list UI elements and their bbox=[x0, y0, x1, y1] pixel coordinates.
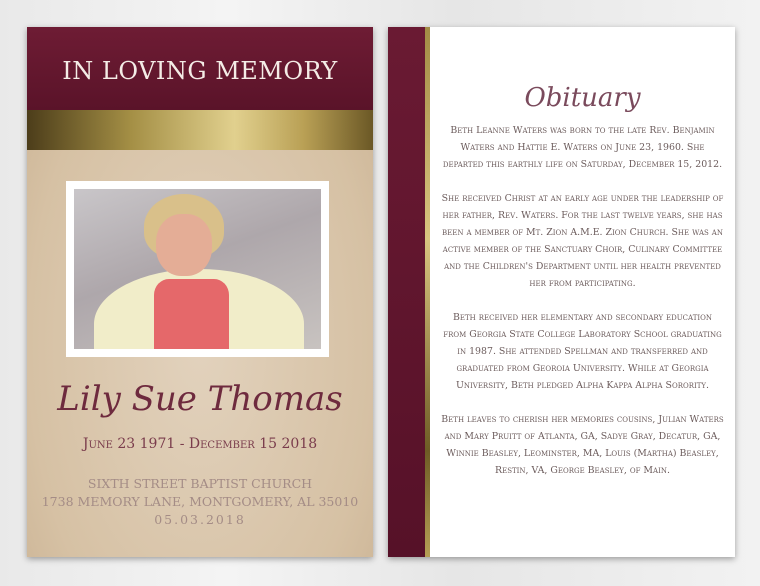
obituary-paragraph: Beth Leanne Waters was born to the late Rev. Benjamin Waters and Hattie E. Waters on June 23, 1960. She departed this earthly life on Saturday, December 15, 2012. bbox=[442, 125, 723, 170]
gold-band bbox=[27, 110, 373, 150]
photo-face bbox=[156, 214, 212, 276]
header-band bbox=[27, 27, 373, 110]
obituary-title: Obituary bbox=[524, 83, 641, 113]
obituary-paragraph: She received Christ at an early age under the leadership of her father, Rev. Waters. For the last twelve years, she has been a member of Mt. Zion A.M.E. Zion Church. She was an active member of the Sanctuary Choir, Culinary Committee and the Children's Department until her health prevented her from participating. bbox=[441, 193, 724, 289]
venue-name: SIXTH STREET BAPTIST CHURCH bbox=[87, 476, 313, 491]
obituary-paragraph: Beth leaves to cherish her memories cousins, Julian Waters and Mary Pruitt of Atlanta, GA, Sadye Gray, Decatur, GA, Winnie Beasley, Leominster, MA, Louis (Martha) Beasley, Restin, VA, George Beasley, of Main. bbox=[441, 414, 724, 476]
portrait-image bbox=[74, 189, 321, 349]
obituary-body bbox=[440, 122, 725, 496]
service-date: 05.03.2018 bbox=[154, 512, 246, 527]
photo-top bbox=[154, 279, 229, 349]
venue-address: 1738 MEMORY LANE, MONTGOMERY, AL 35010 bbox=[41, 494, 359, 509]
header-title: IN LOVING MEMORY bbox=[62, 57, 338, 85]
service-info bbox=[27, 475, 373, 529]
obituary-paragraph: Beth received her elementary and secondary education from Georgia State College Laboratory School graduating in 1987. She attended Spellman and transferred and graduated from Georoia University. While at Georgia University, Beth pledged Alpha Kappa Alpha Sorority. bbox=[443, 312, 722, 391]
maroon-strip bbox=[388, 27, 425, 557]
portrait-photo bbox=[66, 181, 329, 357]
deceased-name: Lily Sue Thomas bbox=[57, 379, 343, 419]
life-dates: June 23 1971 - December 15 2018 bbox=[82, 436, 318, 452]
program-front-card bbox=[27, 27, 373, 557]
program-back-card bbox=[388, 27, 735, 557]
